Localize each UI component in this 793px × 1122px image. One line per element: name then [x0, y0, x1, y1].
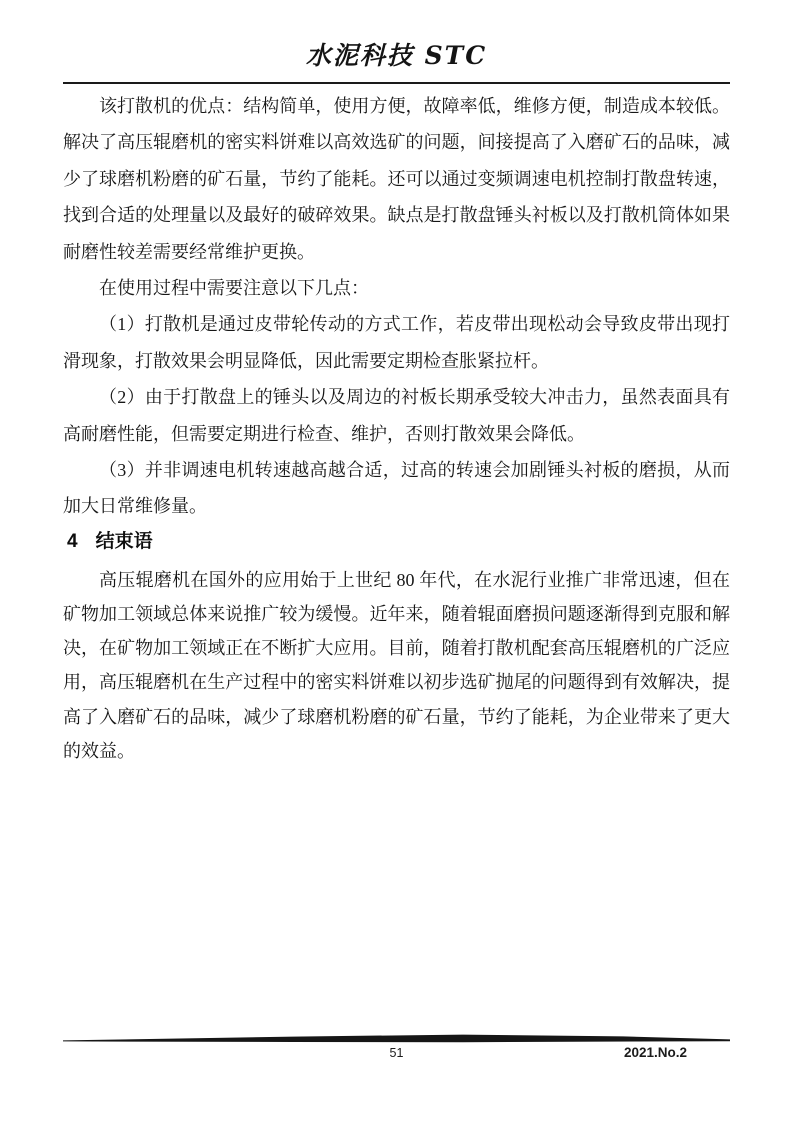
article-body [63, 88, 730, 525]
section-heading-number: 4 [67, 530, 78, 552]
conclusion-section [63, 563, 730, 768]
footer-row [63, 1044, 730, 1062]
page-number: 51 [389, 1046, 404, 1060]
section-heading-title: 结束语 [95, 530, 153, 552]
issue-number: 2021.No.2 [623, 1045, 687, 1060]
header-rule [63, 82, 730, 84]
journal-title: 水泥科技 STC [305, 41, 488, 70]
footer-divider [63, 1034, 730, 1043]
body-paragraph: 在使用过程中需要注意以下几点： [99, 278, 369, 299]
section-heading [63, 527, 730, 557]
body-paragraph: （2）由于打散盘上的锤头以及周边的衬板长期承受较大冲击力，虽然表面具有高耐磨性能，但需要定期进行检查、维护，否则打散效果会降低。 [63, 387, 730, 444]
body-paragraph: （1）打散机是通过皮带轮传动的方式工作，若皮带出现松动会导致皮带出现打滑现象，打散效果会明显降低，因此需要定期检查胀紧拉杆。 [63, 314, 730, 371]
page-footer [63, 1034, 730, 1062]
body-paragraph: 该打散机的优点：结构简单，使用方便，故障率低，维修方便，制造成本较低。解决了高压辊磨机的密实料饼难以高效选矿的问题，间接提高了入磨矿石的品味，减少了球磨机粉磨的矿石量，节约了能耗。还可以通过变频调速电机控制打散盘转速，找到合适的处理量以及最好的破碎效果。缺点是打散盘锤头衬板以及打散机筒体如果耐磨性较差需要经常维护更换。 [63, 96, 730, 262]
body-paragraph: （3）并非调速电机转速越高越合适，过高的转速会加剧锤头衬板的磨损，从而加大日常维修量。 [63, 460, 730, 517]
conclusion-paragraph: 高压辊磨机在国外的应用始于上世纪 80 年代，在水泥行业推广非常迅速，但在矿物加工领域总体来说推广较为缓慢。近年来，随着辊面磨损问题逐渐得到克服和解决，在矿物加工领域正在不断扩大应用。目前，随着打散机配套高压辊磨机的广泛应用，高压辊磨机在生产过程中的密实料饼难以初步选矿抛尾的问题得到有效解决，提高了入磨矿石的品味，减少了球磨机粉磨的矿石量，节约了能耗，为企业带来了更大的效益。 [63, 569, 730, 761]
page-content [63, 0, 730, 768]
